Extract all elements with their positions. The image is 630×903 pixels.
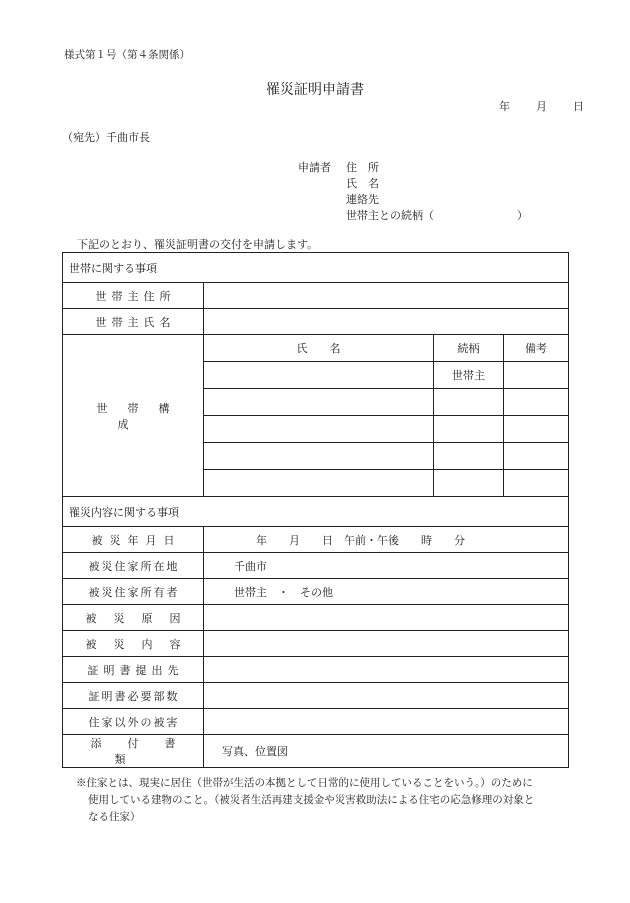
certificate-copies-label: 証明書必要部数: [63, 683, 204, 709]
addressee: （宛先）千曲市長: [62, 131, 150, 144]
member-name-field[interactable]: [204, 470, 434, 497]
damaged-house-location-label: 被災住家所在地: [63, 553, 204, 579]
member-relation-field[interactable]: [434, 470, 504, 497]
date-year: 年: [499, 100, 510, 113]
footnote: [76, 775, 586, 826]
applicant-name-label: 氏 名: [346, 177, 379, 190]
intro-text: 下記のとおり、罹災証明書の交付を申請します。: [77, 238, 319, 251]
document-title: 罹災証明申請書: [266, 82, 364, 98]
attachments-field[interactable]: 写真、位置図: [204, 735, 569, 768]
disaster-date-field[interactable]: 年 月 日 午前・午後 時 分: [204, 527, 569, 553]
head-name-field[interactable]: [204, 309, 569, 335]
disaster-cause-field[interactable]: [204, 605, 569, 631]
application-table: [62, 252, 569, 768]
certificate-recipient-field[interactable]: [204, 657, 569, 683]
non-house-damage-field[interactable]: [204, 709, 569, 735]
head-address-label: 世帯主住所: [63, 283, 204, 309]
head-address-field[interactable]: [204, 283, 569, 309]
col-header-name: 氏 名: [204, 335, 434, 362]
date-day: 日: [573, 100, 584, 113]
applicant-relation-close: ）: [517, 209, 528, 222]
footnote-line-2: 使用している建物のこと。（被災者生活再建支援金や災害救助法による住宅の応急修理の対象と: [88, 794, 535, 806]
col-header-relation: 続柄: [434, 335, 504, 362]
col-header-remarks: 備考: [504, 335, 569, 362]
head-name-label: 世帯主氏名: [63, 309, 204, 335]
footnote-line-3: なる住家）: [88, 811, 141, 823]
member-name-field[interactable]: [204, 389, 434, 416]
footnote-line-1: ※住家とは、現実に居住（世帯が生活の本拠として日常的に使用していることをいう。）のために: [76, 777, 533, 789]
attachments-label: 添付書類: [63, 735, 204, 768]
member-relation-field[interactable]: [434, 416, 504, 443]
applicant-relation-label: 世帯主との続柄（: [346, 209, 434, 222]
form-number: 様式第１号（第４条関係）: [64, 49, 190, 61]
applicant-contact-label: 連絡先: [346, 193, 379, 206]
disaster-content-field[interactable]: [204, 631, 569, 657]
date-month: 月: [536, 100, 547, 113]
damaged-house-owner-field[interactable]: 世帯主 ・ その他: [204, 579, 569, 605]
member-name-field[interactable]: [204, 416, 434, 443]
damaged-house-owner-label: 被災住家所有者: [63, 579, 204, 605]
member-relation-field[interactable]: [434, 443, 504, 470]
certificate-copies-field[interactable]: [204, 683, 569, 709]
damaged-house-location-field[interactable]: 千曲市: [204, 553, 569, 579]
member-remarks-field[interactable]: [504, 362, 569, 389]
member-relation-field[interactable]: 世帯主: [434, 362, 504, 389]
household-section-header: 世帯に関する事項: [63, 253, 569, 283]
member-name-field[interactable]: [204, 443, 434, 470]
household-composition-label: 世帯構成: [63, 335, 204, 497]
member-remarks-field[interactable]: [504, 470, 569, 497]
disaster-date-label: 被災年月日: [63, 527, 204, 553]
member-remarks-field[interactable]: [504, 389, 569, 416]
disaster-section-header: 罹災内容に関する事項: [63, 497, 569, 527]
member-name-field[interactable]: [204, 362, 434, 389]
disaster-content-label: 被災内容: [63, 631, 204, 657]
member-remarks-field[interactable]: [504, 416, 569, 443]
member-remarks-field[interactable]: [504, 443, 569, 470]
member-relation-field[interactable]: [434, 389, 504, 416]
applicant-label: 申請者: [298, 161, 331, 174]
non-house-damage-label: 住家以外の被害: [63, 709, 204, 735]
applicant-address-label: 住 所: [346, 161, 379, 174]
certificate-recipient-label: 証明書提出先: [63, 657, 204, 683]
disaster-cause-label: 被災原因: [63, 605, 204, 631]
